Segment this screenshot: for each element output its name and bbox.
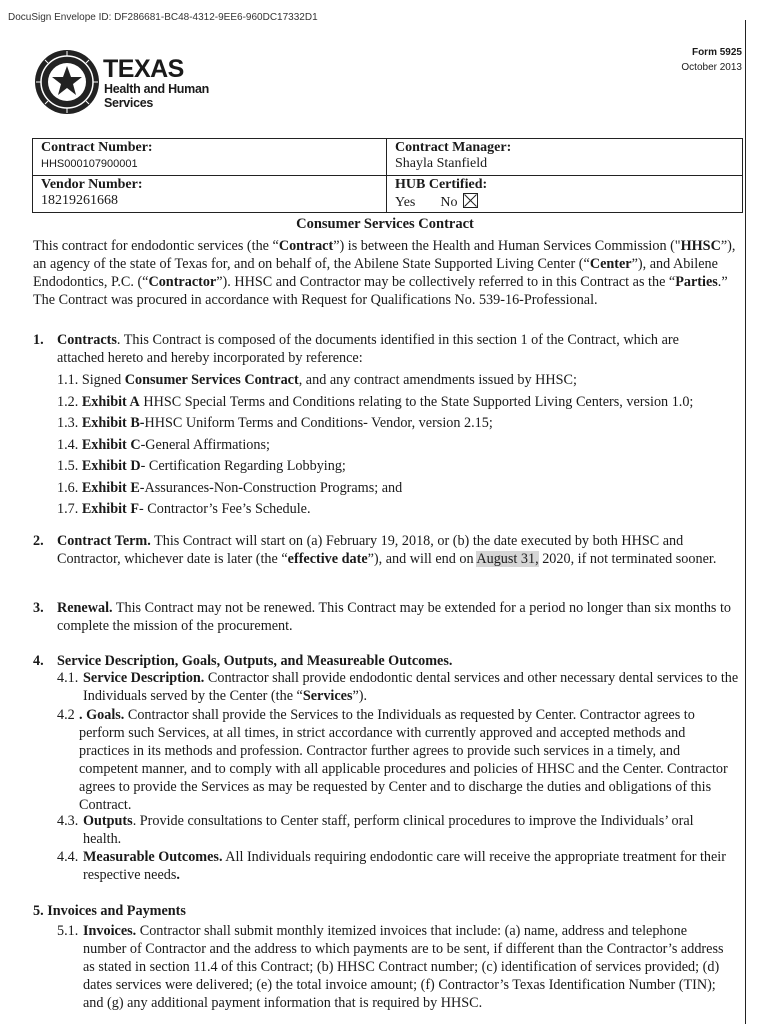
section-3-text: Renewal. This Contract may not be renewed. This Contract may be extended for a period no longer than six months to complete the mission of the procurement. <box>57 600 732 634</box>
hub-certified-label: HUB Certified: <box>395 177 488 192</box>
list-item: 1.1. Signed Consumer Services Contract, and any contract amendments issued by HHSC; <box>57 372 577 388</box>
section-1-text: Contracts. This Contract is composed of the documents identified in this section 1 of the Contract, which are attached hereto and hereby incorporated by reference: <box>57 332 679 366</box>
contract-number-value: HHS000107900001 <box>41 158 138 170</box>
form-date: October 2013 <box>681 62 742 73</box>
logo-line-1: Health and Human <box>104 82 209 96</box>
item-4-3-text: Outputs. Provide consultations to Center staff, perform clinical procedures to improve the Individuals’ oral health. <box>83 813 694 847</box>
logo-agency <box>104 82 209 110</box>
section-5-heading: 5. Invoices and Payments <box>33 903 186 919</box>
hub-certified-cell <box>387 176 743 213</box>
contract-manager-value: Shayla Stanfield <box>395 156 488 171</box>
logo-line-2: Services <box>104 96 154 110</box>
section-3-number: 3. <box>33 600 44 616</box>
list-item: 1.5. Exhibit D- Certification Regarding Lobbying; <box>57 458 346 474</box>
texas-seal-icon <box>33 48 101 116</box>
form-number: Form 5925 <box>691 47 742 58</box>
section-4-heading: Service Description, Goals, Outputs, and Measureable Outcomes. <box>57 653 453 669</box>
list-item: 1.4. Exhibit C-General Affirmations; <box>57 436 270 453</box>
item-5-1-text: Invoices. Contractor shall submit monthly itemized invoices that include: (a) name, address and telephone number of Contractor and the address to which payments are to be sent, if different than the Contractor’s address as stated in section 11.4 of this Contract; (b) HHSC Contract number; (c) identification of services provided; (d) dates services were delivered; (e) the total invoice amount; (f) Contractor’s Texas Identification Number (TIN); and (g) any additional payment information that is required by HHSC. <box>83 923 724 1011</box>
item-4-1-number: 4.1. <box>57 670 79 686</box>
list-item: 1.3. Exhibit B-HHSC Uniform Terms and Conditions- Vendor, version 2.15; <box>57 415 493 431</box>
intro-paragraph: This contract for endodontic services (the “Contract”) is between the Health and Human Services Commission ("HHSC”), an agency of the state of Texas for, and on behalf of, the Abilene State Supported Living Center (“Center”), and Abilene Endodontics, P.C. (“Contractor”). HHSC and Contractor may be collectively referred to in this Contract as the “Parties.” The Contract was procured in accordance with Request for Qualifications No. 539-16-Professional. <box>33 238 736 308</box>
envelope-id: DocuSign Envelope ID: DF286681-BC48-4312-9EE6-960DC17332D1 <box>8 12 318 23</box>
vendor-number-value: 18219261668 <box>41 193 118 208</box>
item-4-4-text: Measurable Outcomes. All Individuals requiring endodontic care will receive the appropriate treatment for their respective needs. <box>83 849 726 883</box>
vendor-number-label: Vendor Number: <box>41 177 143 192</box>
contract-number-cell <box>33 139 387 176</box>
list-item: 1.6. Exhibit E-Assurances-Non-Construction Programs; and <box>57 479 403 496</box>
item-4-2-number: 4.2 <box>57 707 75 723</box>
item-5-1-number: 5.1. <box>57 923 79 939</box>
item-4-4-number: 4.4. <box>57 849 79 865</box>
list-item: 1.2. Exhibit A HHSC Special Terms and Conditions relating to the State Supported Living Centers, version 1.0; <box>57 393 694 410</box>
contract-header-table <box>32 138 743 213</box>
vendor-number-cell <box>33 176 387 213</box>
highlighted-end-date: August 31, <box>476 551 539 567</box>
section-2-number: 2. <box>33 533 44 549</box>
item-4-3-number: 4.3. <box>57 813 79 829</box>
hub-no-checkbox[interactable] <box>463 193 478 208</box>
contract-number-label: Contract Number: <box>41 140 153 155</box>
item-4-1-text: Service Description. Contractor shall provide endodontic dental services and other necessary dental services to the Individuals served by the Center (the “Services”). <box>83 670 739 704</box>
list-item: 1.7. Exhibit F- Contractor’s Fee’s Schedule. <box>57 501 311 517</box>
logo-texas: TEXAS <box>103 55 184 83</box>
margin-rule <box>745 20 746 1024</box>
contract-title: Consumer Services Contract <box>296 216 474 232</box>
hub-yes-label: Yes <box>395 195 416 210</box>
section-2-text: Contract Term. This Contract will start on (a) February 19, 2018, or (b) the date executed by both HHSC and Contractor, whichever date is later (the “effective date”), and will end on August 31, 2020, if not terminated sooner. <box>57 533 717 567</box>
section-1-number: 1. <box>33 332 44 348</box>
hub-no-label: No <box>440 195 458 210</box>
item-4-2-text: . Goals. Contractor shall provide the Services to the Individuals as requested by Center. Contractor agrees to perform such Services, at all times, in strict accordance with currently approved and accepted methods and practices in its methods and profession. Contractor further agrees to provide such services in a timely, and competent manner, and to comply with all applicable procedures and policies of HHSC and the Center. Contractor agrees to provide the Services as may be requested by Center and to discharge the duties and obligations of this Contract. <box>79 707 728 813</box>
contract-manager-cell <box>387 139 743 176</box>
contract-manager-label: Contract Manager: <box>395 140 512 155</box>
section-1-items <box>57 370 747 521</box>
section-4-number: 4. <box>33 653 44 669</box>
